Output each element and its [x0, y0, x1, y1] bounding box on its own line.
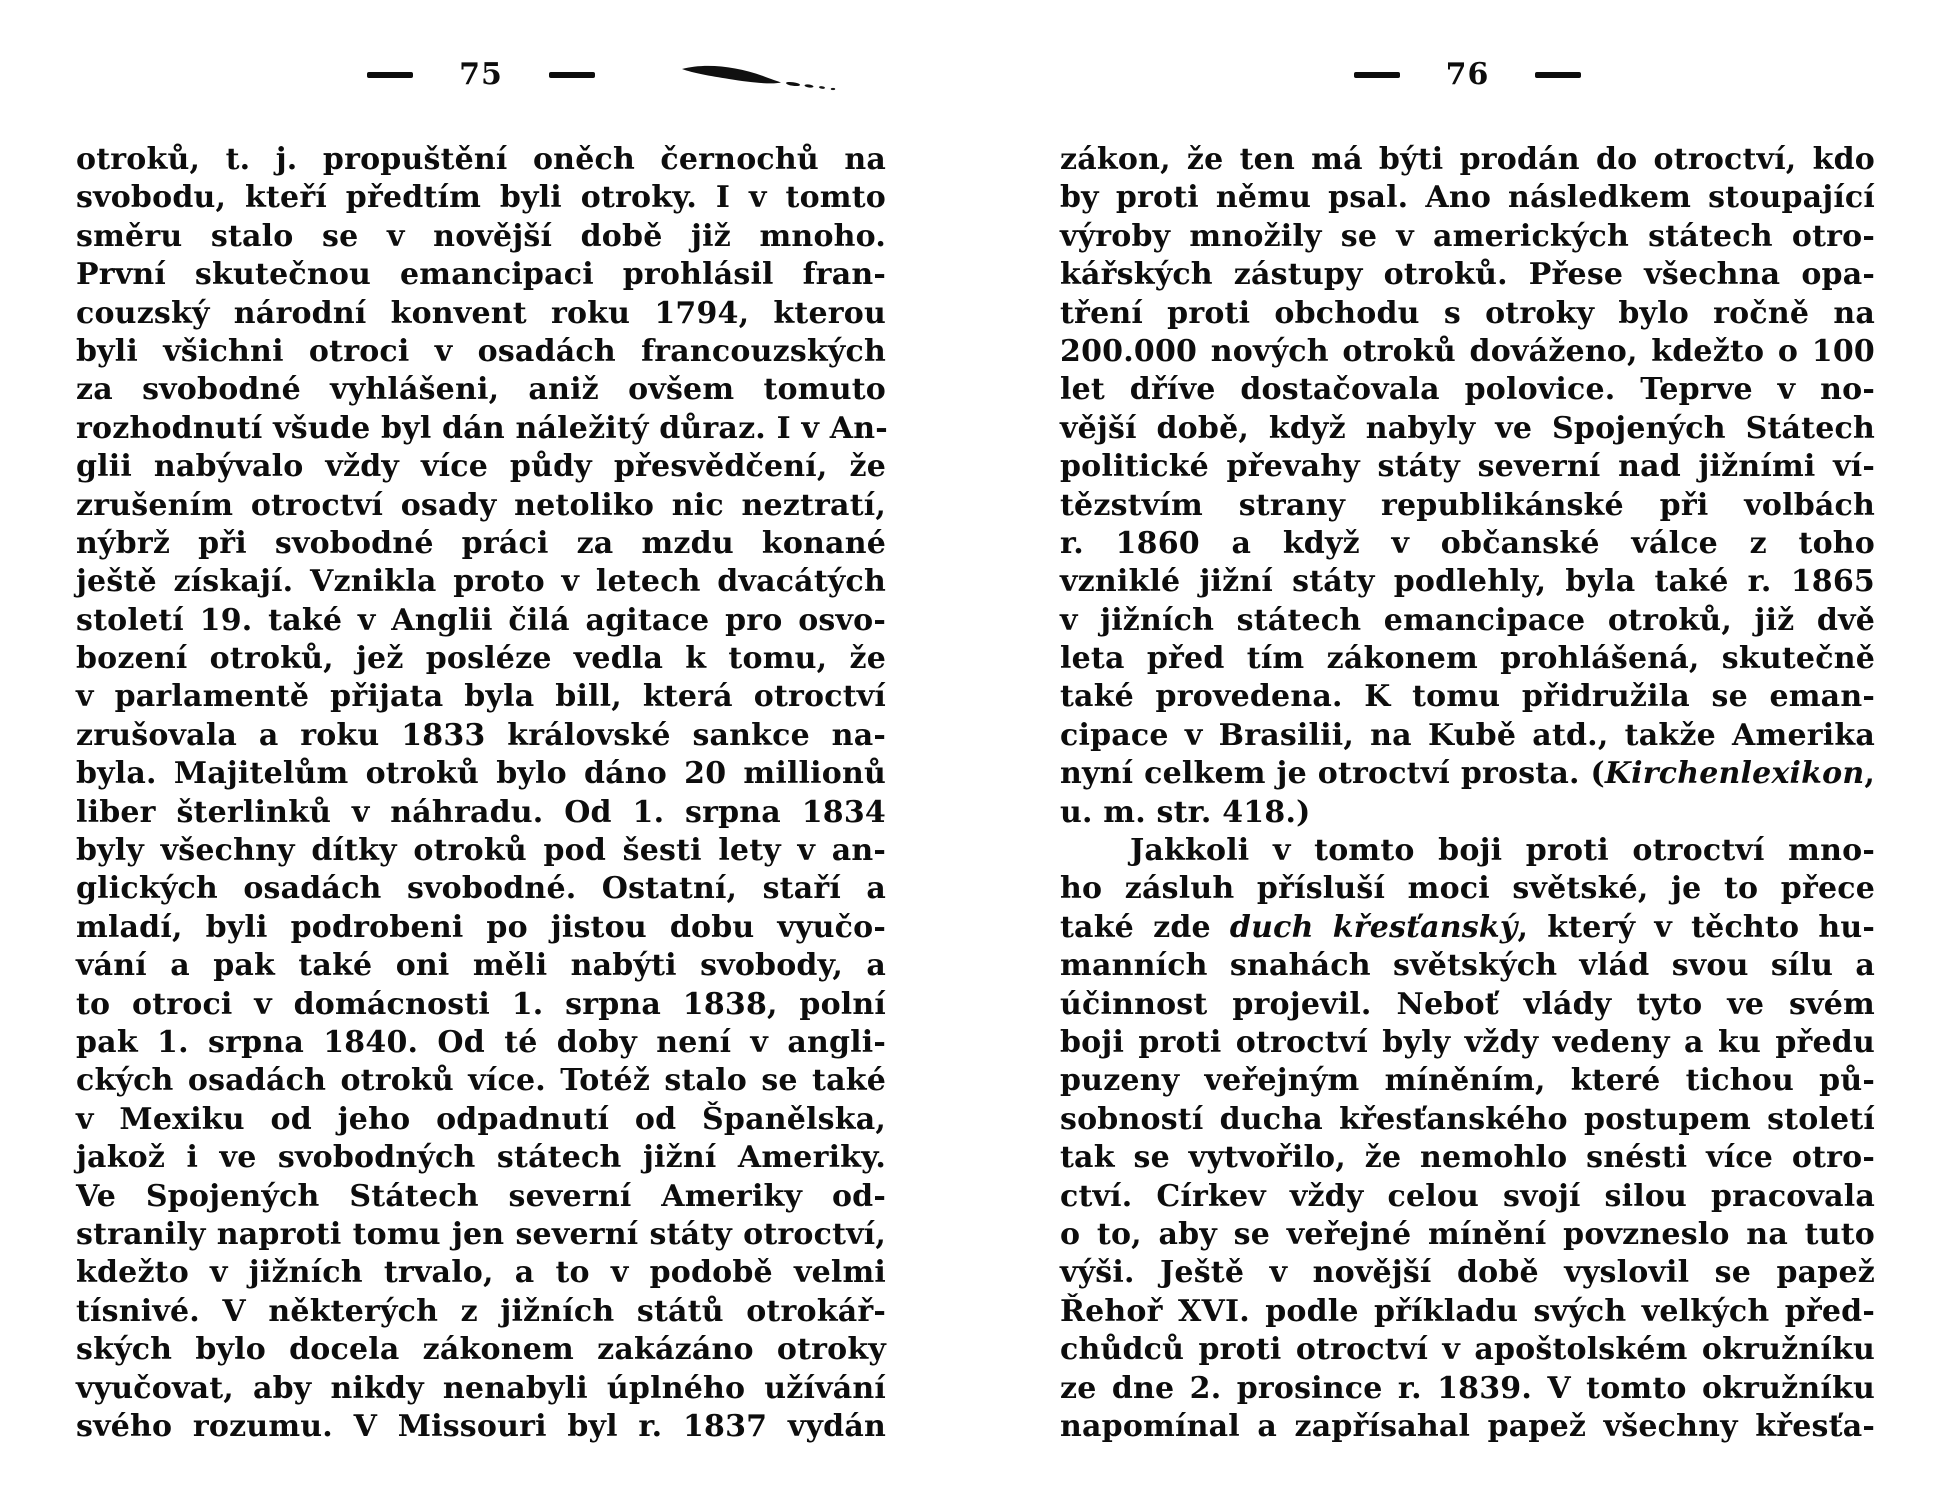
- text-line: r. 1860 a když v občanské válce z toho: [1060, 525, 1875, 561]
- text-column-right: [1060, 141, 1875, 1446]
- text-line: také zde duch křesťanský, který v těchto hu-: [1060, 909, 1875, 945]
- text-line: ctví. Církev vždy celou svojí silou pracovala: [1060, 1178, 1875, 1214]
- text-line: za svobodné vyhlášeni, aniž ovšem tomuto: [76, 372, 886, 408]
- text-line: boji proti otroctví byly vždy vedeny a ku předu: [1060, 1024, 1875, 1060]
- text-line: napomínal a zapřísahal papež všechny křesťa-: [1060, 1408, 1875, 1444]
- text-line: vyučovat, aby nikdy nenabyli úplného užívání: [76, 1370, 886, 1406]
- text-line: to otroci v domácnosti 1. srpna 1838, polní: [76, 986, 886, 1022]
- text-line: manních snahách světských vlád svou sílu a: [1060, 948, 1875, 984]
- header-dash-icon: [1354, 72, 1400, 78]
- text-line: výroby množily se v amerických státech otro-: [1060, 218, 1875, 254]
- page-75-header: [76, 57, 886, 92]
- text-line: pak 1. srpna 1840. Od té doby není v angli-: [76, 1024, 886, 1060]
- text-column-left: [76, 141, 886, 1446]
- text-line: v parlamentě přijata byla bill, která otroctví: [76, 679, 886, 715]
- text-line: o to, aby se veřejné mínění povzneslo na tuto: [1060, 1216, 1875, 1252]
- header-dash-icon: [1535, 72, 1581, 78]
- text-line: puzeny veřejným míněním, které tichou pů-: [1060, 1063, 1875, 1099]
- text-line: vější době, když nabyly ve Spojených Státech: [1060, 410, 1875, 446]
- text-line: Jakkoli v tomto boji proti otroctví mno-: [1130, 833, 1875, 869]
- text-line: v jižních státech emancipace otroků, již dvě: [1060, 602, 1875, 638]
- text-line: politické převahy státy severní nad jižními ví-: [1060, 449, 1875, 485]
- text-line: otroků, t. j. propuštění oněch černochů na: [76, 142, 886, 177]
- text-line: První skutečnou emancipaci prohlásil fran-: [76, 257, 886, 293]
- text-line: glických osadách svobodné. Ostatní, staří a: [76, 871, 886, 907]
- header-dash-icon: [549, 72, 595, 78]
- text-line: století 19. také v Anglii čilá agitace pro osvo-: [76, 602, 886, 638]
- text-line: nýbrž při svobodné práci za mzdu konané: [76, 525, 886, 561]
- text-line: ještě získají. Vznikla proto v letech dvacátých: [76, 564, 886, 600]
- text-line: 200.000 nových otroků dováženo, kdežto o 100: [1060, 333, 1875, 369]
- text-line: zrušením otroctví osady netoliko nic neztratí,: [76, 487, 886, 523]
- text-line: rozhodnutí všude byl dán náležitý důraz. I v An-: [76, 410, 888, 446]
- text-line: ze dne 2. prosince r. 1839. V tomto okružníku: [1060, 1370, 1875, 1406]
- text-line: směru stalo se v novější době již mnoho.: [76, 218, 886, 254]
- text-line: v Mexiku od jeho odpadnutí od Španělska,: [76, 1101, 886, 1137]
- text-line: také provedena. K tomu přidružila se eman-: [1060, 679, 1875, 715]
- text-line: zákon, že ten má býti prodán do otroctví, kdo: [1060, 142, 1875, 177]
- text-line: by proti němu psal. Ano následkem stoupající: [1060, 180, 1875, 216]
- text-line: chůdců proti otroctví v apoštolském okružníku: [1060, 1332, 1875, 1368]
- page-76-header: [1060, 57, 1875, 92]
- page-number: 76: [1445, 57, 1490, 92]
- text-line: nyní celkem je otroctví prosta. (Kirchenlexikon,: [1060, 756, 1875, 792]
- text-line: tak se vytvořilo, že nemohlo snésti více otro-: [1060, 1140, 1875, 1176]
- text-line: sobností ducha křesťanského postupem století: [1060, 1101, 1875, 1137]
- text-line: vzniklé jižní státy podlehly, byla také r. 1865: [1060, 564, 1875, 600]
- text-line: účinnost projevil. Neboť vlády tyto ve svém: [1060, 986, 1875, 1022]
- text-line: ckých osadách otroků více. Totéž stalo se také: [76, 1063, 886, 1099]
- text-line: Řehoř XVI. podle příkladu svých velkých před-: [1060, 1293, 1875, 1329]
- text-line: leta před tím zákonem prohlášená, skutečně: [1060, 641, 1875, 677]
- text-line: výši. Ještě v novější době vyslovil se papež: [1060, 1255, 1875, 1291]
- text-line: stranily naproti tomu jen severní státy otroctví,: [76, 1216, 886, 1252]
- text-line: u. m. str. 418.): [1060, 794, 1311, 830]
- text-line: tření proti obchodu s otroky bylo ročně na: [1060, 295, 1875, 331]
- text-line: kdežto v jižních trvalo, a to v podobě velmi: [76, 1255, 886, 1291]
- text-line: svobodu, kteří předtím byli otroky. I v tomto: [76, 180, 886, 216]
- text-line: liber šterlinků v náhradu. Od 1. srpna 1834: [76, 794, 886, 830]
- text-line: Ve Spojených Státech severní Ameriky od-: [76, 1178, 886, 1214]
- text-line: ských bylo docela zákonem zakázáno otroky: [76, 1332, 886, 1368]
- text-line: tězstvím strany republikánské při volbách: [1060, 487, 1875, 523]
- text-line: couzský národní konvent roku 1794, kterou: [76, 295, 886, 331]
- text-line: svého rozumu. V Missouri byl r. 1837 vydán: [76, 1408, 886, 1444]
- page-number: 75: [459, 57, 503, 92]
- text-line: zrušovala a roku 1833 královské sankce na-: [76, 717, 886, 753]
- header-dash-icon: [367, 72, 413, 78]
- text-line: byli všichni otroci v osadách francouzských: [76, 333, 886, 369]
- text-line: let dříve dostačovala polovice. Teprve v no-: [1060, 372, 1875, 408]
- text-line: cipace v Brasilii, na Kubě atd., takže Amerika: [1060, 717, 1875, 753]
- text-line: bození otroků, jež posléze vedla k tomu, že: [76, 641, 886, 677]
- text-line: mladí, byli podrobeni po jistou dobu vyučo-: [76, 909, 886, 945]
- text-line: jakož i ve svobodných státech jižní Ameriky.: [76, 1140, 886, 1176]
- text-line: byly všechny dítky otroků pod šesti lety v an-: [76, 833, 886, 869]
- text-line: byla. Majitelům otroků bylo dáno 20 millionů: [76, 756, 886, 792]
- text-line: kářských zástupy otroků. Přese všechna opa-: [1060, 257, 1875, 293]
- text-line: tísnivé. V některých z jižních států otrokář-: [76, 1293, 886, 1329]
- text-line: vání a pak také oni měli nabýti svobody, a: [76, 948, 886, 984]
- text-line: glii nabývalo vždy více půdy přesvědčení, že: [76, 449, 886, 485]
- text-line: ho zásluh přísluší moci světské, je to přece: [1060, 871, 1875, 907]
